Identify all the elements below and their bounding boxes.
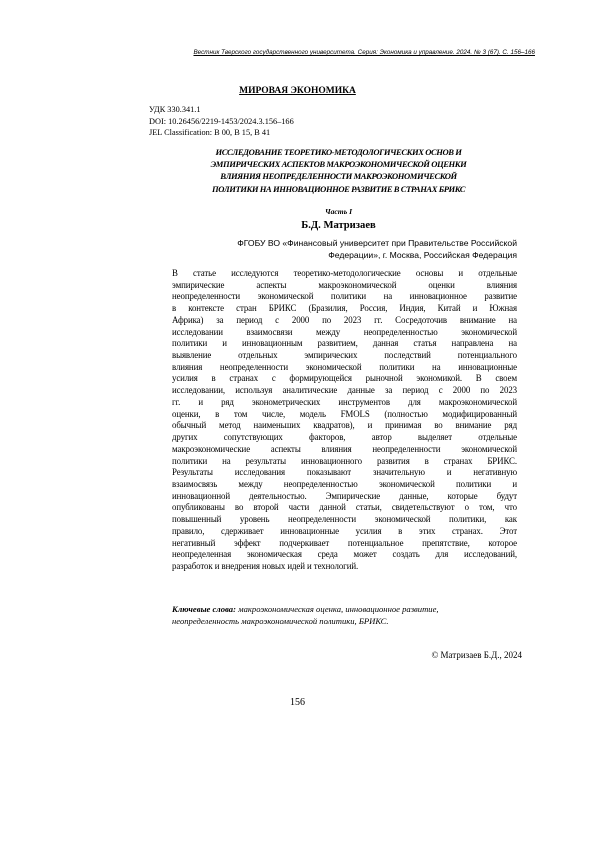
abstract-line: неопределенности экономической политики на инновационное развитие: [172, 291, 517, 302]
abstract-line: усилия в странах с формирующейся рыночной экономикой. В своем: [172, 373, 517, 384]
jel-classification: JEL Classification: B 00, B 15, B 41: [149, 128, 271, 137]
abstract-line: неопределенная экономическая среда может создать для исследований,: [172, 549, 517, 560]
abstract-line: исследовании, используя аналитические данные за период с 2000 по 2023: [172, 385, 517, 396]
abstract-line: политики на результаты инновационного развития в странах БРИКС.: [172, 455, 517, 466]
affiliation-line: ФГОБУ ВО «Финансовый университет при Правительстве Российской: [237, 238, 517, 248]
abstract-line: взаимосвязь между неопределенностью экономической политики и: [172, 478, 517, 489]
abstract-line: других сопутствующих факторов, автор выделяет отдельные: [172, 432, 517, 443]
keywords-line: неопределенность макроэкономической политики, БРИКС.: [172, 615, 389, 626]
abstract-line: повышенный уровень неопределенности экономической политики, как: [172, 514, 517, 525]
abstract-line: эмпирические аспекты макроэкономической оценки влияния: [172, 279, 517, 290]
abstract-line: Результаты исследования показывают значительную и негативную: [172, 467, 517, 478]
running-header: Вестник Тверского государственного университета. Серия: Экономика и управление. 2024. № 3 (67). С. 156–166: [193, 49, 535, 56]
abstract-line: влияния неопределенности экономической политики на инновационные: [172, 361, 517, 372]
abstract-line: Африка) за период с 2000 по 2023 гг. Сосредоточив внимание на: [172, 314, 517, 325]
udc-code: УДК 330.341.1: [149, 105, 201, 114]
abstract-line: гг. и ряд эконометрических инструментов для макроэкономической: [172, 396, 517, 407]
abstract-line: правило, сдерживает инновационные усилия в этих странах. Этот: [172, 525, 517, 536]
abstract-line: инновационной деятельностью. Эмпирические данные, которые будут: [172, 490, 517, 501]
abstract-line: исследовании взаимосвязи между неопределенностью экономической: [172, 326, 517, 337]
abstract-line: политики и инновационным развитием, данная статья направлена на: [172, 338, 517, 349]
abstract-line: В статье исследуются теоретико-методологические основы и отдельные: [172, 268, 517, 278]
keywords: [172, 604, 517, 627]
abstract-line: негативный эффект подчеркивает потенциальное препятствие, которое: [172, 537, 517, 548]
abstract-line: макроэкономические аспекты влияния неопределенности экономической: [172, 443, 517, 454]
abstract-line: оценки, в том числе, модель FMOLS (полностью модифицированный: [172, 408, 517, 419]
keywords-text: макроэкономическая оценка, инновационное развитие,: [238, 604, 439, 614]
author-affiliation: [150, 237, 517, 262]
abstract-line: разработок и внедрения новых идей и технологий.: [172, 560, 359, 571]
page-number: 156: [290, 697, 305, 708]
copyright-notice: © Матризаев Б.Д., 2024: [431, 650, 522, 660]
abstract-line: выявление отдельных эмпирических последствий потенциального: [172, 350, 517, 361]
article-title-line: ЭМПИРИЧЕСКИХ АСПЕКТОВ МАКРОЭКОНОМИЧЕСКОЙ ОЦЕНКИ: [210, 159, 467, 170]
article-title-line: ИССЛЕДОВАНИЕ ТЕОРЕТИКО-МЕТОДОЛОГИЧЕСКИХ ОСНОВ И: [215, 147, 462, 157]
abstract-line: опубликованы во второй части данной статьи, свидетельствуют о том, что: [172, 502, 517, 513]
doi: DOI: 10.26456/2219-1453/2024.3.156–166: [149, 116, 294, 126]
part-label: Часть I: [324, 207, 353, 216]
article-title: [160, 146, 517, 195]
author-name: Б.Д. Матризаев: [301, 220, 376, 231]
section-title: МИРОВАЯ ЭКОНОМИКА: [239, 86, 356, 96]
keywords-line: [172, 604, 517, 616]
abstract-line: в контексте стран БРИКС (Бразилия, Россия, Индия, Китай и Южная: [172, 303, 517, 314]
abstract: [172, 268, 517, 573]
article-title-line: ПОЛИТИКИ НА ИННОВАЦИОННОЕ РАЗВИТИЕ В СТРАНАХ БРИКС: [212, 183, 465, 194]
affiliation-line: Федерации», г. Москва, Российская Федерация: [328, 250, 517, 261]
article-title-line: ВЛИЯНИЯ НЕОПРЕДЕЛЕННОСТИ МАКРОЭКОНОМИЧЕСКОЙ: [220, 171, 457, 182]
keywords-label: Ключевые слова:: [172, 604, 236, 614]
article-metadata: [149, 104, 294, 139]
abstract-line: обычный метод наименьших квадратов), и принимая во внимание ряд: [172, 420, 517, 431]
